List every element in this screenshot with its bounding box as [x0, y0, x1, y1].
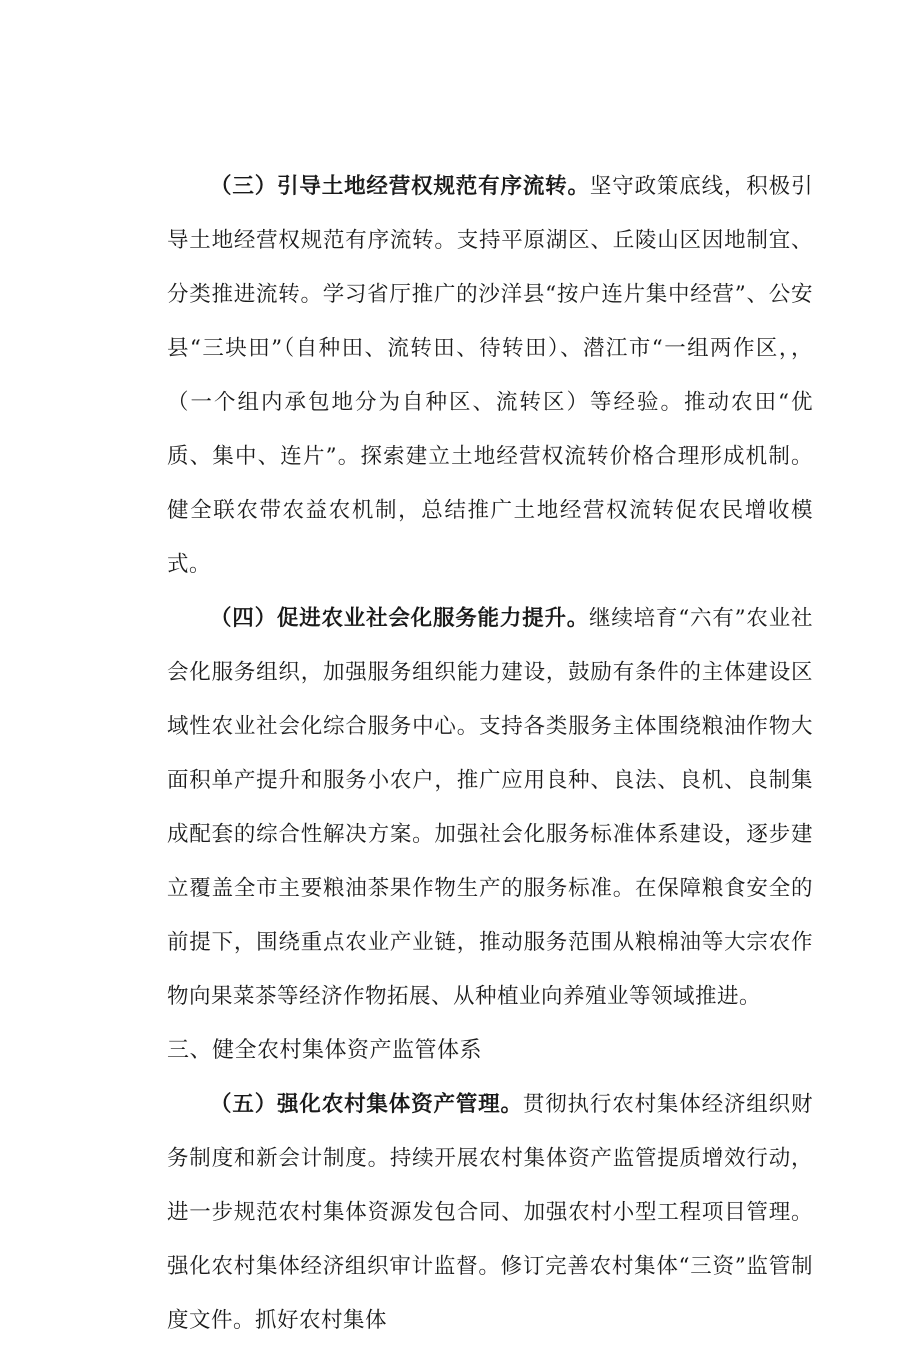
paragraph-asset-management	[167, 1078, 813, 1348]
paragraph-lead: （三）引导土地经营权规范有序流转。	[210, 174, 590, 199]
paragraph-text: 贯彻执行农村集体经济组织财务制度和新会计制度。持续开展农村集体资产监管提质增效行动，进一步规范农村集体资源发包合同、加强农村小型工程项目管理。强化农村集体经济组织审计监督。修订完善农村集体“三资”监管制度文件。抓好农村集体	[167, 1092, 813, 1333]
section-heading: 三、健全农村集体资产监管体系	[167, 1038, 483, 1063]
paragraph-social-services	[167, 592, 813, 1024]
paragraph-text: 坚守政策底线，积极引导土地经营权规范有序流转。支持平原湖区、丘陵山区因地制宜、分类推进流转。学习省厅推广的沙洋县“按户连片集中经营”、公安县“三块田”（自种田、流转田、待转田）、潜江市“一组两作区，，（一个组内承包地分为自种区、流转区）等经验。推动农田“优质、集中、连片”。探索建立土地经营权流转价格合理形成机制。健全联农带农益农机制，总结推广土地经营权流转促农民增收模式。	[167, 174, 813, 577]
paragraph-lead: （四）促进农业社会化服务能力提升。	[210, 606, 590, 631]
paragraph-text: 继续培育“六有”农业社会化服务组织，加强服务组织能力建设，鼓励有条件的主体建设区域性农业社会化综合服务中心。支持各类服务主体围绕粮油作物大面积单产提升和服务小农户，推广应用良种、良法、良机、良制集成配套的综合性解决方案。加强社会化服务标准体系建设，逐步建立覆盖全市主要粮油茶果作物生产的服务标准。在保障粮食安全的前提下，围绕重点农业产业链，推动服务范围从粮棉油等大宗农作物向果菜茶等经济作物拓展、从种植业向养殖业等领域推进。	[167, 606, 813, 1009]
paragraph-land-transfer	[167, 160, 813, 592]
paragraph-lead: （五）强化农村集体资产管理。	[210, 1092, 523, 1117]
document-body	[167, 160, 813, 1348]
